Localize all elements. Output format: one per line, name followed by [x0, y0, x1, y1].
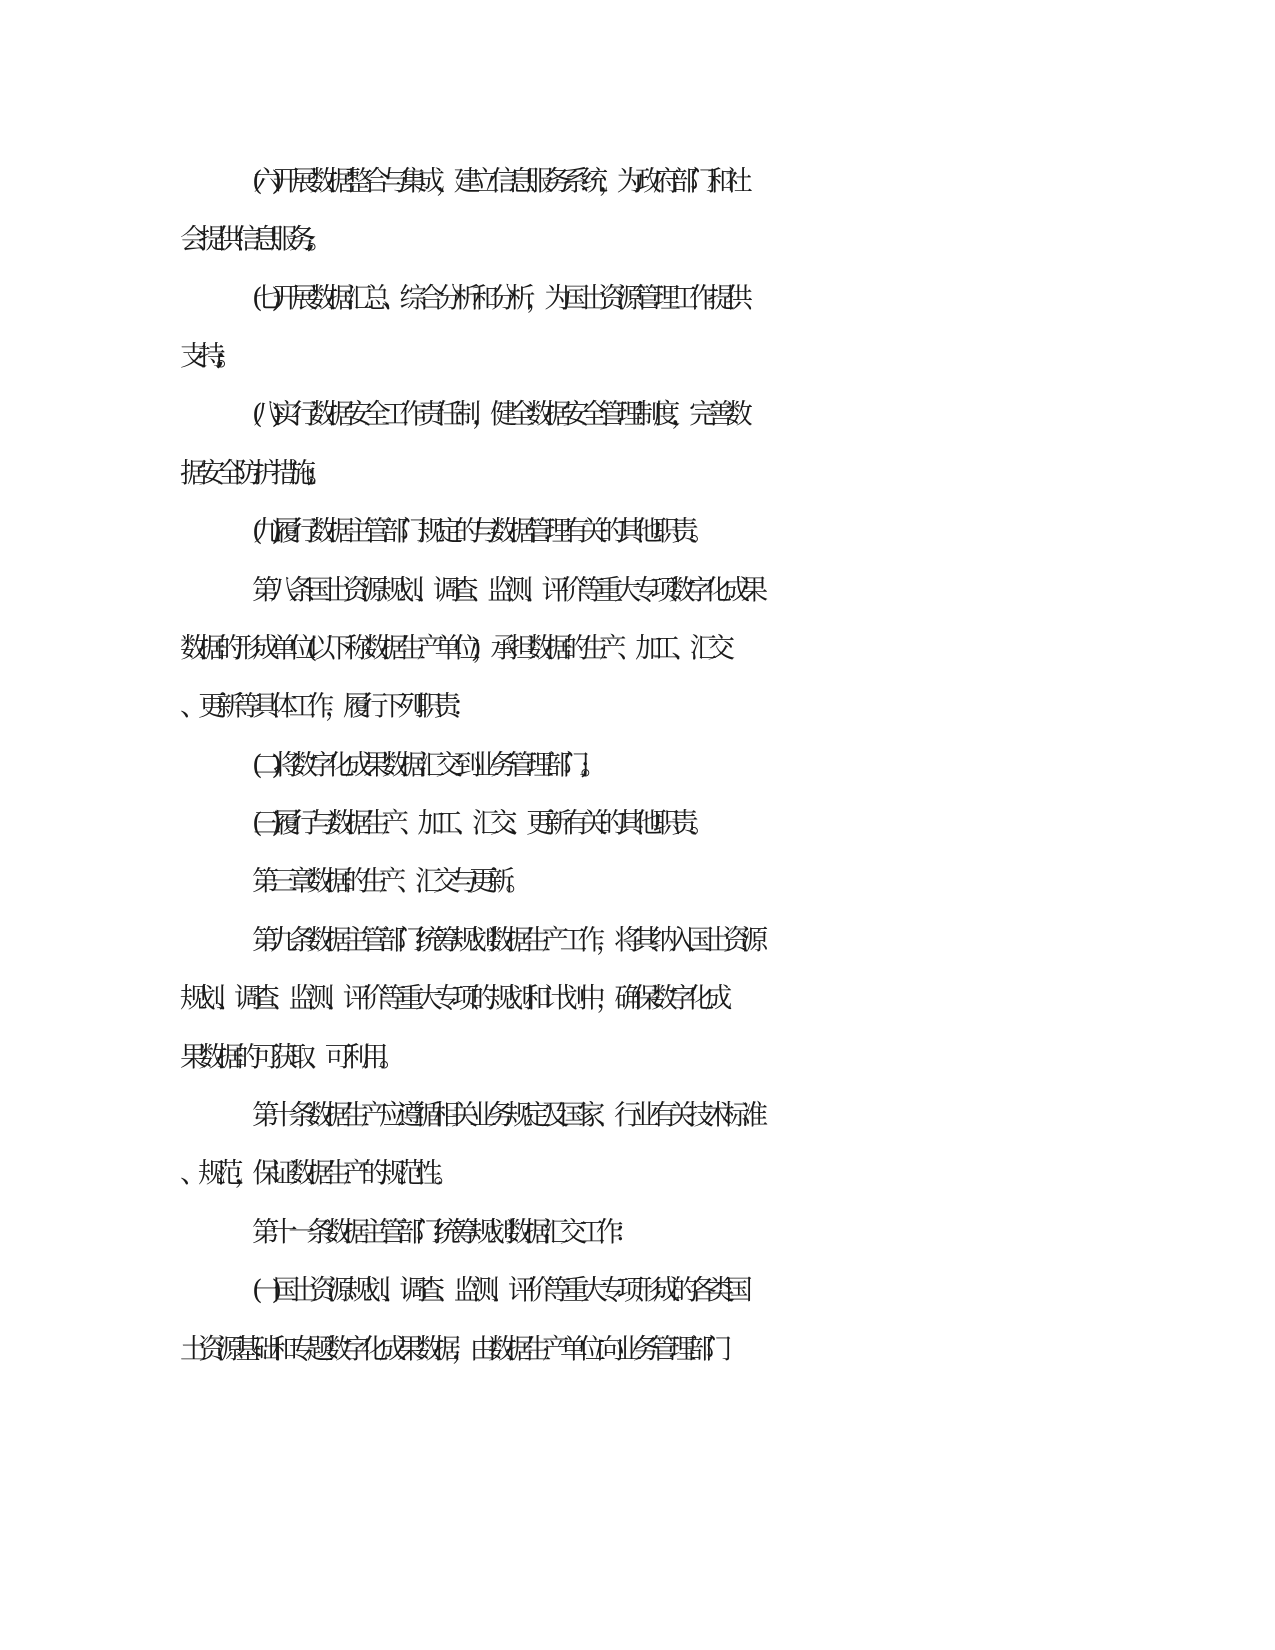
text-line: 据安全防护措施;。 [180, 457, 325, 489]
text-line: (一)国土资源规划、调查、监测、评价等重大专项形成的各类国 [252, 1274, 744, 1306]
text-line: (八)实行数据安全工作责任制，健全数据安全管理制度，完善数 [252, 398, 744, 430]
text-line: 第十条数据生产应遵循相关业务规定及国家、行业有关技术标准 [252, 1099, 759, 1131]
text-line: 会提供信息服务;。 [180, 223, 325, 255]
text-line: 第三章数据的生产、汇交与更新。 [252, 865, 524, 897]
text-line: 、更新等具体工作，履行下列职责： [180, 690, 470, 722]
text-line: (三)履行与数据生产、加工、汇交、更新有关的其他职责。 [252, 807, 708, 839]
text-line: (七)开展数据汇总、综合分析和分析，为国土资源管理工作提供 [252, 282, 744, 314]
text-line: 数据的形成单位(以下称数据生产单位)，承担数据的生产、加工、汇交 [180, 632, 726, 664]
text-line: 果数据的可获取、可利用。 [180, 1041, 398, 1073]
text-line: 、规范，保证数据生产的规范性。 [180, 1157, 452, 1189]
text-line: (二)将数字化成果数据汇交到业务管理部门;。 [252, 749, 599, 781]
text-line: (六)开展数据整合与集成，建立信息服务系统，为政府部门和社 [252, 165, 744, 197]
text-line: 规划、调查、监测、评价等重大专项的规划和计划中，确保数字化成 [180, 982, 723, 1014]
text-line: 第十一条数据主管部门统筹规划数据汇交工作： [252, 1216, 633, 1248]
text-line: 第九条数据主管部门统筹规划数据生产工作，将其纳入国土资源 [252, 924, 759, 956]
text-line: (九)履行数据主管部门规定的与数据管理有关的其他职责。 [252, 515, 708, 547]
text-line: 第八条国土资源规划、调查、监测、评价等重大专项数字化成果 [252, 574, 759, 606]
text-line: 支持;。 [180, 340, 235, 372]
text-line: 土资源基础和专题数字化成果数据，由数据生产单位向业务管理部门 [180, 1333, 723, 1365]
